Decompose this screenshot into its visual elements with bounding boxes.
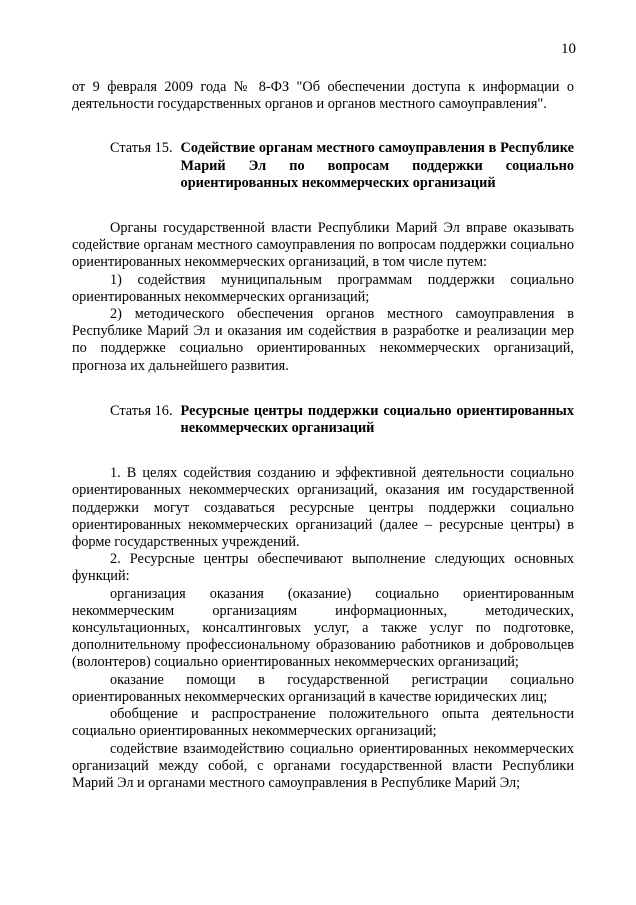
article-15-paragraph: 2) методического обеспечения органов местного самоуправления в Республике Марий Эл и оказания им содействия в разработке и реализации мер по поддержке социально ориентированных некоммерческих организаций, прогноза их дальнейшего развития. [72,306,574,374]
article-16-paragraph: 1. В целях содействия созданию и эффективной деятельности социально ориентированных некоммерческих организаций, оказания им государственной поддержки могут создаваться ресурсные центры поддержки социально ориентированных некоммерческих организаций (далее – ресурсные центры) в форме государственных учреждений. [72,465,574,551]
page-number: 10 [561,41,576,57]
article-15-heading [110,140,574,192]
article-15-paragraph: 1) содействия муниципальным программам поддержки социально ориентированных некоммерческих организаций; [72,271,574,305]
article-16-paragraph: 2. Ресурсные центры обеспечивают выполнение следующих основных функций: [72,551,574,585]
article-16-paragraph: организация оказания (оказание) социально ориентированным некоммерческим организациям информационных, методических, консультационных, консалтинговых услуг, а также услуг по подготовке, дополнительному профессиональному образованию работников и добровольцев (волонтеров) социально ориентированных некоммерческих организаций; [72,585,574,671]
article-16-paragraph: оказание помощи в государственной регистрации социально ориентированных некоммерческих организаций в качестве юридических лиц; [72,671,574,705]
article-16-paragraph: обобщение и распространение положительного опыта деятельности социально ориентированных некоммерческих организаций; [72,706,574,740]
intro-paragraph: от 9 февраля 2009 года № 8-ФЗ "Об обеспечении доступа к информации о деятельности государственных органов и органов местного самоуправления". [72,79,574,113]
article-15-number: Статья 15. [110,140,173,157]
document-body [72,79,574,792]
article-16-heading [110,403,574,437]
article-15-paragraph: Органы государственной власти Республики Марий Эл вправе оказывать содействие органам местного самоуправления по вопросам поддержки социально ориентированных некоммерческих организаций, в том числе путем: [72,220,574,271]
article-16-title: Ресурсные центры поддержки социально ориентированных некоммерческих организаций [180,402,574,437]
article-16-number: Статья 16. [110,402,173,419]
article-15-title: Содействие органам местного самоуправления в Республике Марий Эл по вопросам поддержки социально ориентированных некоммерческих организаций [180,140,574,191]
article-16-paragraph: содействие взаимодействию социально ориентированных некоммерческих организаций между собой, с органами государственной власти Республики Марий Эл и органами местного самоуправления в Республике Марий Эл; [72,740,574,791]
